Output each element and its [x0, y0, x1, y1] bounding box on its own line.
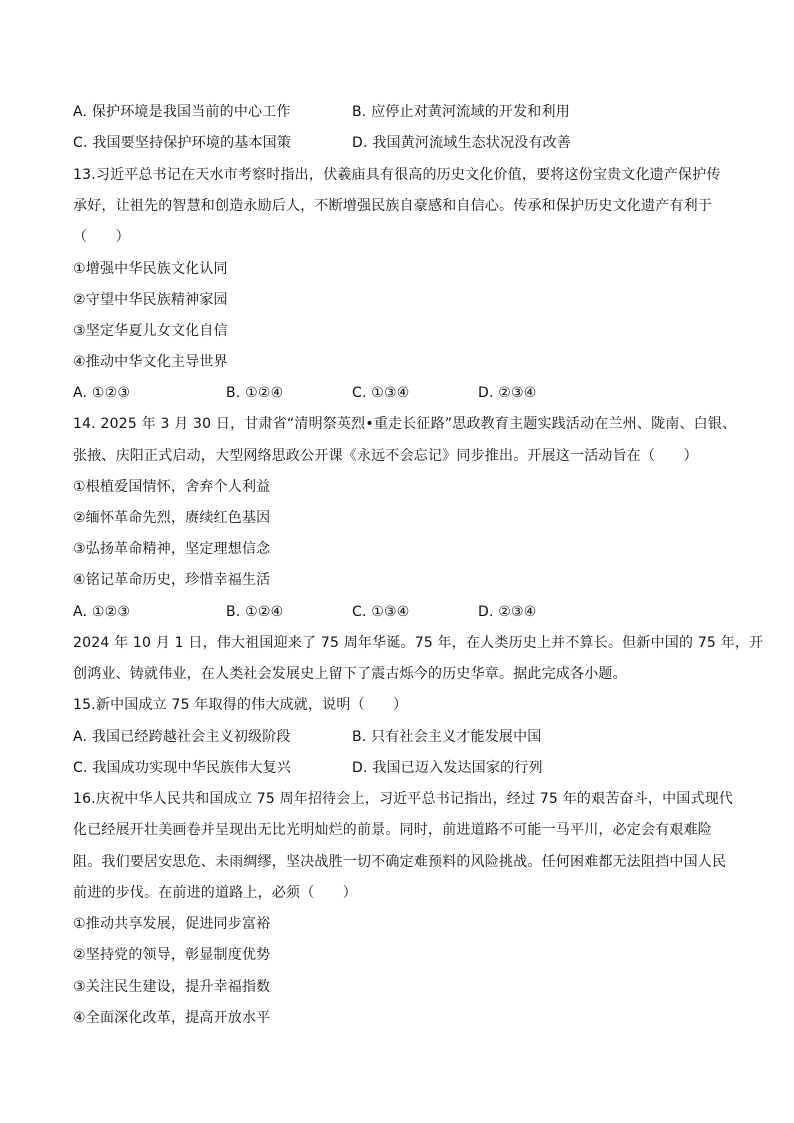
q14-option-b[interactable]: B. ①②④: [226, 604, 284, 620]
q14-item-1: ①根植爱国情怀，舍弃个人利益: [73, 479, 271, 495]
q13-option-d[interactable]: D. ②③④: [478, 385, 537, 401]
q16-item-3: ③关注民生建设，提升幸福指数: [73, 979, 271, 995]
q15-stem: 15.新中国成立 75 年取得的伟大成就，说明（ ）: [73, 697, 408, 713]
q14-item-3: ③弘扬革命精神，坚定理想信念: [73, 541, 271, 557]
q12-option-c[interactable]: C. 我国要坚持保护环境的基本国策: [73, 135, 292, 151]
q16-item-2: ②坚持党的领导，彰显制度优势: [73, 947, 271, 963]
q13-item-4: ④推动中华文化主导世界: [73, 354, 228, 370]
q16-stem-line-2: 化已经展开壮美画卷并呈现出无比光明灿烂的前景。同时，前进道路不可能一马平川，必定会有艰难险: [73, 822, 712, 838]
q16-stem-line-3: 阻。我们要居安思危、未雨绸缪，坚决战胜一切不确定难预料的风险挑战。任何困难都无法阻挡中国人民: [73, 854, 727, 870]
q13-item-2: ②守望中华民族精神家园: [73, 292, 228, 308]
q14-item-2: ②缅怀革命先烈，赓续红色基因: [73, 510, 271, 526]
q16-stem-line-1: 16.庆祝中华人民共和国成立 75 周年招待会上，习近平总书记指出，经过 75 年的艰苦奋斗，中国式现代: [73, 791, 734, 807]
q15-option-a[interactable]: A. 我国已经跨越社会主义初级阶段: [73, 729, 291, 745]
q14-stem-line-2: 张掖、庆阳正式启动，大型网络思政公开课《永远不会忘记》同步推出。开展这一活动旨在（ ）: [73, 448, 698, 464]
q13-stem-line-3: （ ）: [73, 229, 130, 245]
q12-option-a[interactable]: A. 保护环境是我国当前的中心工作: [73, 104, 291, 120]
passage-line-2: 创鸿业、铸就伟业，在人类社会发展史上留下了震古烁今的历史华章。据此完成各小题。: [73, 666, 627, 682]
q14-option-c[interactable]: C. ①③④: [352, 604, 410, 620]
passage-line-1: 2024 年 10 月 1 日，伟大祖国迎来了 75 周年华诞。75 年，在人类历史上并不算长。但新中国的 75 年，开: [73, 635, 764, 651]
q13-item-1: ①增强中华民族文化认同: [73, 261, 228, 277]
q14-item-4: ④铭记革命历史，珍惜幸福生活: [73, 572, 271, 588]
q16-item-4: ④全面深化改革，提高开放水平: [73, 1010, 271, 1026]
q13-option-a[interactable]: A. ①②③: [73, 385, 131, 401]
q13-item-3: ③坚定华夏儿女文化自信: [73, 323, 228, 339]
q14-stem-line-1: 14. 2025 年 3 月 30 日，甘肃省“清明祭英烈•重走长征路”思政教育主题实践活动在兰州、陇南、白银、: [73, 416, 737, 432]
q13-option-c[interactable]: C. ①③④: [352, 385, 410, 401]
q13-option-b[interactable]: B. ①②④: [226, 385, 284, 401]
q14-option-d[interactable]: D. ②③④: [478, 604, 537, 620]
q15-option-d[interactable]: D. 我国已迈入发达国家的行列: [352, 760, 543, 776]
q12-option-b[interactable]: B. 应停止对黄河流域的开发和利用: [352, 104, 570, 120]
q14-option-a[interactable]: A. ①②③: [73, 604, 131, 620]
q15-option-b[interactable]: B. 只有社会主义才能发展中国: [352, 729, 542, 745]
q15-option-c[interactable]: C. 我国成功实现中华民族伟大复兴: [73, 760, 292, 776]
q13-stem-line-2: 承好，让祖先的智慧和创造永励后人，不断增强民族自豪感和自信心。传承和保护历史文化遗产有利于: [73, 198, 712, 214]
q16-item-1: ①推动共享发展，促进同步富裕: [73, 916, 271, 932]
q12-option-d[interactable]: D. 我国黄河流域生态状况没有改善: [352, 135, 572, 151]
q13-stem-line-1: 13.习近平总书记在天水市考察时指出，伏羲庙具有很高的历史文化价值，要将这份宝贵文化遗产保护传: [73, 167, 721, 183]
q16-stem-line-4: 前进的步伐。在前进的道路上，必须（ ）: [73, 885, 357, 901]
